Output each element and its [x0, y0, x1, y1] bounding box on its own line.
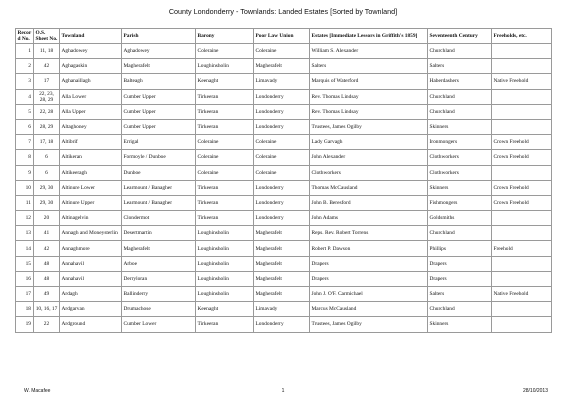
- cell-townland: Alla Lower: [60, 89, 122, 104]
- cell-estates: Rev. Thomas Lindsay: [310, 104, 428, 119]
- table-row: [16, 317, 552, 332]
- cell-record-no: 15: [16, 256, 34, 271]
- cell-parish: Derryloran: [122, 271, 196, 286]
- cell-townland: Aghadowey: [60, 44, 122, 59]
- cell-barony: Coleraine: [196, 44, 254, 59]
- column-header-townland: Townland: [60, 29, 122, 44]
- table-row: [16, 44, 552, 59]
- cell-os-sheet-no: 10, 16, 17: [34, 302, 60, 317]
- cell-poor-law-union: Limavady: [254, 302, 310, 317]
- table-body: [16, 44, 552, 333]
- cell-poor-law-union: Limavady: [254, 74, 310, 89]
- cell-townland: Altikeeragh: [60, 165, 122, 180]
- cell-record-no: 19: [16, 317, 34, 332]
- cell-seventeenth-century: Goldsmiths: [428, 211, 492, 226]
- cell-barony: Tirkeeran: [196, 89, 254, 104]
- column-header-freeholds: Freeholds, etc.: [492, 29, 552, 44]
- cell-parish: Magherafelt: [122, 241, 196, 256]
- cell-record-no: 3: [16, 74, 34, 89]
- cell-seventeenth-century: Clothworkers: [428, 165, 492, 180]
- page-title: County Londonderry - Townlands: Landed Estates [Sorted by Townland]: [168, 7, 398, 16]
- cell-poor-law-union: Londonderry: [254, 317, 310, 332]
- cell-estates: Trustees, James Ogilby: [310, 317, 428, 332]
- cell-seventeenth-century: Churchland: [428, 104, 492, 119]
- cell-poor-law-union: Londonderry: [254, 104, 310, 119]
- footer-author: W. Macafee: [24, 388, 51, 394]
- cell-record-no: 6: [16, 119, 34, 134]
- cell-estates: Trustees, James Ogilby: [310, 119, 428, 134]
- cell-poor-law-union: Londonderry: [254, 195, 310, 210]
- cell-barony: Tirkeeran: [196, 104, 254, 119]
- cell-townland: Altinagelvin: [60, 211, 122, 226]
- cell-barony: Coleraine: [196, 165, 254, 180]
- cell-freeholds: [492, 59, 552, 74]
- cell-os-sheet-no: 29, 30: [34, 195, 60, 210]
- cell-freeholds: Crown Freehold: [492, 135, 552, 150]
- cell-os-sheet-no: 48: [34, 271, 60, 286]
- cell-record-no: 4: [16, 89, 34, 104]
- cell-seventeenth-century: Skinners: [428, 317, 492, 332]
- cell-townland: Aghanaillagh: [60, 74, 122, 89]
- table-row: [16, 287, 552, 302]
- cell-freeholds: Native Freehold: [492, 74, 552, 89]
- cell-poor-law-union: Londonderry: [254, 211, 310, 226]
- cell-os-sheet-no: 22, 23, 28, 29: [34, 89, 60, 104]
- cell-parish: Dunboe: [122, 165, 196, 180]
- footer-date: 28/10/2013: [522, 388, 548, 394]
- column-header-seventeenth-century: Seventeenth Century: [428, 29, 492, 44]
- column-header-barony: Barony: [196, 29, 254, 44]
- cell-townland: Altibrif: [60, 135, 122, 150]
- column-header-estates: Estates [Immediate Lessors in Griffith's 1859]: [310, 29, 428, 44]
- table-row: [16, 135, 552, 150]
- cell-record-no: 10: [16, 180, 34, 195]
- cell-record-no: 11: [16, 195, 34, 210]
- cell-poor-law-union: Magherafelt: [254, 256, 310, 271]
- cell-record-no: 16: [16, 271, 34, 286]
- cell-poor-law-union: Londonderry: [254, 180, 310, 195]
- cell-os-sheet-no: 41: [34, 226, 60, 241]
- cell-seventeenth-century: Haberdashers: [428, 74, 492, 89]
- column-header-poor-law-union: Poor Law Union: [254, 29, 310, 44]
- cell-townland: Annaghmore: [60, 241, 122, 256]
- cell-freeholds: [492, 119, 552, 134]
- table-row: [16, 59, 552, 74]
- table-header: [16, 29, 552, 44]
- cell-seventeenth-century: Phillips: [428, 241, 492, 256]
- cell-os-sheet-no: 48: [34, 256, 60, 271]
- cell-record-no: 2: [16, 59, 34, 74]
- column-header-parish: Parish: [122, 29, 196, 44]
- cell-seventeenth-century: Skinners: [428, 119, 492, 134]
- cell-barony: Coleraine: [196, 150, 254, 165]
- cell-parish: Ballinderry: [122, 287, 196, 302]
- table-row: [16, 89, 552, 104]
- cell-poor-law-union: Coleraine: [254, 165, 310, 180]
- table-row: [16, 302, 552, 317]
- cell-estates: Marcus McCausland: [310, 302, 428, 317]
- cell-barony: Tirkeeran: [196, 180, 254, 195]
- cell-freeholds: [492, 226, 552, 241]
- cell-freeholds: [492, 89, 552, 104]
- cell-poor-law-union: Magherafelt: [254, 271, 310, 286]
- cell-parish: Learmount / Banagher: [122, 195, 196, 210]
- cell-barony: Loughinsholin: [196, 226, 254, 241]
- table-row: [16, 150, 552, 165]
- cell-seventeenth-century: Drapers: [428, 271, 492, 286]
- cell-os-sheet-no: 42: [34, 59, 60, 74]
- table-row: [16, 74, 552, 89]
- cell-parish: Cumber Lower: [122, 317, 196, 332]
- cell-parish: Cumber Upper: [122, 104, 196, 119]
- cell-poor-law-union: Coleraine: [254, 44, 310, 59]
- cell-barony: Tirkeeran: [196, 195, 254, 210]
- cell-os-sheet-no: 22, 28: [34, 104, 60, 119]
- table-row: [16, 226, 552, 241]
- cell-os-sheet-no: 49: [34, 287, 60, 302]
- cell-parish: Arboe: [122, 256, 196, 271]
- cell-freeholds: [492, 104, 552, 119]
- header-row: [16, 29, 552, 44]
- cell-freeholds: [492, 211, 552, 226]
- cell-record-no: 13: [16, 226, 34, 241]
- cell-os-sheet-no: 29, 30: [34, 180, 60, 195]
- cell-townland: Aghagaskin: [60, 59, 122, 74]
- cell-seventeenth-century: Salters: [428, 287, 492, 302]
- cell-townland: Altinure Lower: [60, 180, 122, 195]
- cell-townland: Alla Upper: [60, 104, 122, 119]
- cell-estates: Salters: [310, 59, 428, 74]
- table-row: [16, 241, 552, 256]
- cell-parish: Cumber Upper: [122, 119, 196, 134]
- cell-os-sheet-no: 6: [34, 165, 60, 180]
- cell-parish: Drumachose: [122, 302, 196, 317]
- cell-os-sheet-no: 20: [34, 211, 60, 226]
- cell-os-sheet-no: 42: [34, 241, 60, 256]
- cell-seventeenth-century: Drapers: [428, 256, 492, 271]
- cell-record-no: 17: [16, 287, 34, 302]
- cell-townland: Ardgarvan: [60, 302, 122, 317]
- cell-seventeenth-century: Churchland: [428, 44, 492, 59]
- cell-parish: Errigal: [122, 135, 196, 150]
- cell-os-sheet-no: 17, 18: [34, 135, 60, 150]
- table-row: [16, 195, 552, 210]
- cell-parish: Learmount / Banagher: [122, 180, 196, 195]
- cell-barony: Keenaght: [196, 74, 254, 89]
- cell-record-no: 7: [16, 135, 34, 150]
- cell-freeholds: [492, 256, 552, 271]
- cell-freeholds: [492, 271, 552, 286]
- cell-barony: Coleraine: [196, 135, 254, 150]
- cell-seventeenth-century: Ironmongers: [428, 135, 492, 150]
- cell-townland: Altaghoney: [60, 119, 122, 134]
- cell-estates: John B. Beresford: [310, 195, 428, 210]
- cell-townland: Ardground: [60, 317, 122, 332]
- cell-seventeenth-century: Clothworkers: [428, 150, 492, 165]
- cell-estates: Rev. Thomas Lindsay: [310, 89, 428, 104]
- cell-poor-law-union: Magherafelt: [254, 59, 310, 74]
- cell-estates: Reps. Rev. Robert Torrens: [310, 226, 428, 241]
- cell-parish: Aghadowey: [122, 44, 196, 59]
- cell-seventeenth-century: Salters: [428, 59, 492, 74]
- column-header-os-sheet-no: O.S. Sheet No.: [34, 29, 60, 44]
- cell-os-sheet-no: 28, 29: [34, 119, 60, 134]
- table-row: [16, 119, 552, 134]
- cell-seventeenth-century: Churchland: [428, 89, 492, 104]
- cell-seventeenth-century: Churchland: [428, 302, 492, 317]
- cell-parish: Formoyle / Dunboe: [122, 150, 196, 165]
- cell-barony: Tirkeeran: [196, 317, 254, 332]
- cell-os-sheet-no: 22: [34, 317, 60, 332]
- cell-os-sheet-no: 6: [34, 150, 60, 165]
- cell-freeholds: Native Freehold: [492, 287, 552, 302]
- cell-barony: Tirkeeran: [196, 119, 254, 134]
- cell-freeholds: [492, 165, 552, 180]
- cell-record-no: 8: [16, 150, 34, 165]
- cell-poor-law-union: Magherafelt: [254, 287, 310, 302]
- cell-townland: Annagh and Moneysterlin: [60, 226, 122, 241]
- cell-parish: Clondermot: [122, 211, 196, 226]
- cell-freeholds: [492, 317, 552, 332]
- cell-estates: John Alexander: [310, 150, 428, 165]
- cell-estates: William S. Alexander: [310, 44, 428, 59]
- cell-record-no: 12: [16, 211, 34, 226]
- column-header-record-no: Record No.: [16, 29, 34, 44]
- cell-os-sheet-no: 11, 18: [34, 44, 60, 59]
- townland-estates-table: [15, 28, 552, 333]
- cell-poor-law-union: Londonderry: [254, 89, 310, 104]
- cell-estates: Drapers: [310, 271, 428, 286]
- cell-barony: Tirkeeran: [196, 211, 254, 226]
- cell-record-no: 5: [16, 104, 34, 119]
- cell-record-no: 18: [16, 302, 34, 317]
- cell-parish: Cumber Upper: [122, 89, 196, 104]
- footer-page-number: 1: [281, 388, 285, 394]
- cell-freeholds: Crown Freehold: [492, 150, 552, 165]
- cell-record-no: 9: [16, 165, 34, 180]
- cell-os-sheet-no: 17: [34, 74, 60, 89]
- table-row: [16, 104, 552, 119]
- cell-estates: John Adams: [310, 211, 428, 226]
- cell-seventeenth-century: Churchland: [428, 226, 492, 241]
- cell-estates: Robert P. Dawson: [310, 241, 428, 256]
- cell-poor-law-union: Magherafelt: [254, 226, 310, 241]
- cell-townland: Altikeran: [60, 150, 122, 165]
- cell-freeholds: Freehold: [492, 241, 552, 256]
- cell-poor-law-union: Magherafelt: [254, 241, 310, 256]
- cell-townland: Ardagh: [60, 287, 122, 302]
- cell-record-no: 14: [16, 241, 34, 256]
- table-row: [16, 211, 552, 226]
- cell-barony: Loughinsholin: [196, 59, 254, 74]
- cell-estates: Thomas McCausland: [310, 180, 428, 195]
- cell-freeholds: Crown Freehold: [492, 180, 552, 195]
- cell-parish: Balteagh: [122, 74, 196, 89]
- cell-barony: Loughinsholin: [196, 287, 254, 302]
- cell-barony: Keenaght: [196, 302, 254, 317]
- cell-estates: Clothworkers: [310, 165, 428, 180]
- cell-record-no: 1: [16, 44, 34, 59]
- cell-barony: Loughinsholin: [196, 241, 254, 256]
- cell-poor-law-union: Londonderry: [254, 119, 310, 134]
- cell-barony: Loughinsholin: [196, 271, 254, 286]
- cell-freeholds: Crown Freehold: [492, 195, 552, 210]
- cell-poor-law-union: Coleraine: [254, 150, 310, 165]
- cell-parish: Desertmartin: [122, 226, 196, 241]
- cell-poor-law-union: Coleraine: [254, 135, 310, 150]
- cell-freeholds: [492, 302, 552, 317]
- cell-estates: Marquis of Waterford: [310, 74, 428, 89]
- table-row: [16, 256, 552, 271]
- cell-townland: Altinure Upper: [60, 195, 122, 210]
- table-row: [16, 180, 552, 195]
- cell-parish: Magherafelt: [122, 59, 196, 74]
- table-row: [16, 271, 552, 286]
- cell-freeholds: [492, 44, 552, 59]
- cell-seventeenth-century: Skinners: [428, 180, 492, 195]
- cell-barony: Loughinsholin: [196, 256, 254, 271]
- cell-estates: Drapers: [310, 256, 428, 271]
- cell-estates: Lady Garvagh: [310, 135, 428, 150]
- table-row: [16, 165, 552, 180]
- cell-seventeenth-century: Fishmongers: [428, 195, 492, 210]
- cell-estates: John J. O'F. Carmichael: [310, 287, 428, 302]
- cell-townland: Annahavil: [60, 256, 122, 271]
- cell-townland: Annahavil: [60, 271, 122, 286]
